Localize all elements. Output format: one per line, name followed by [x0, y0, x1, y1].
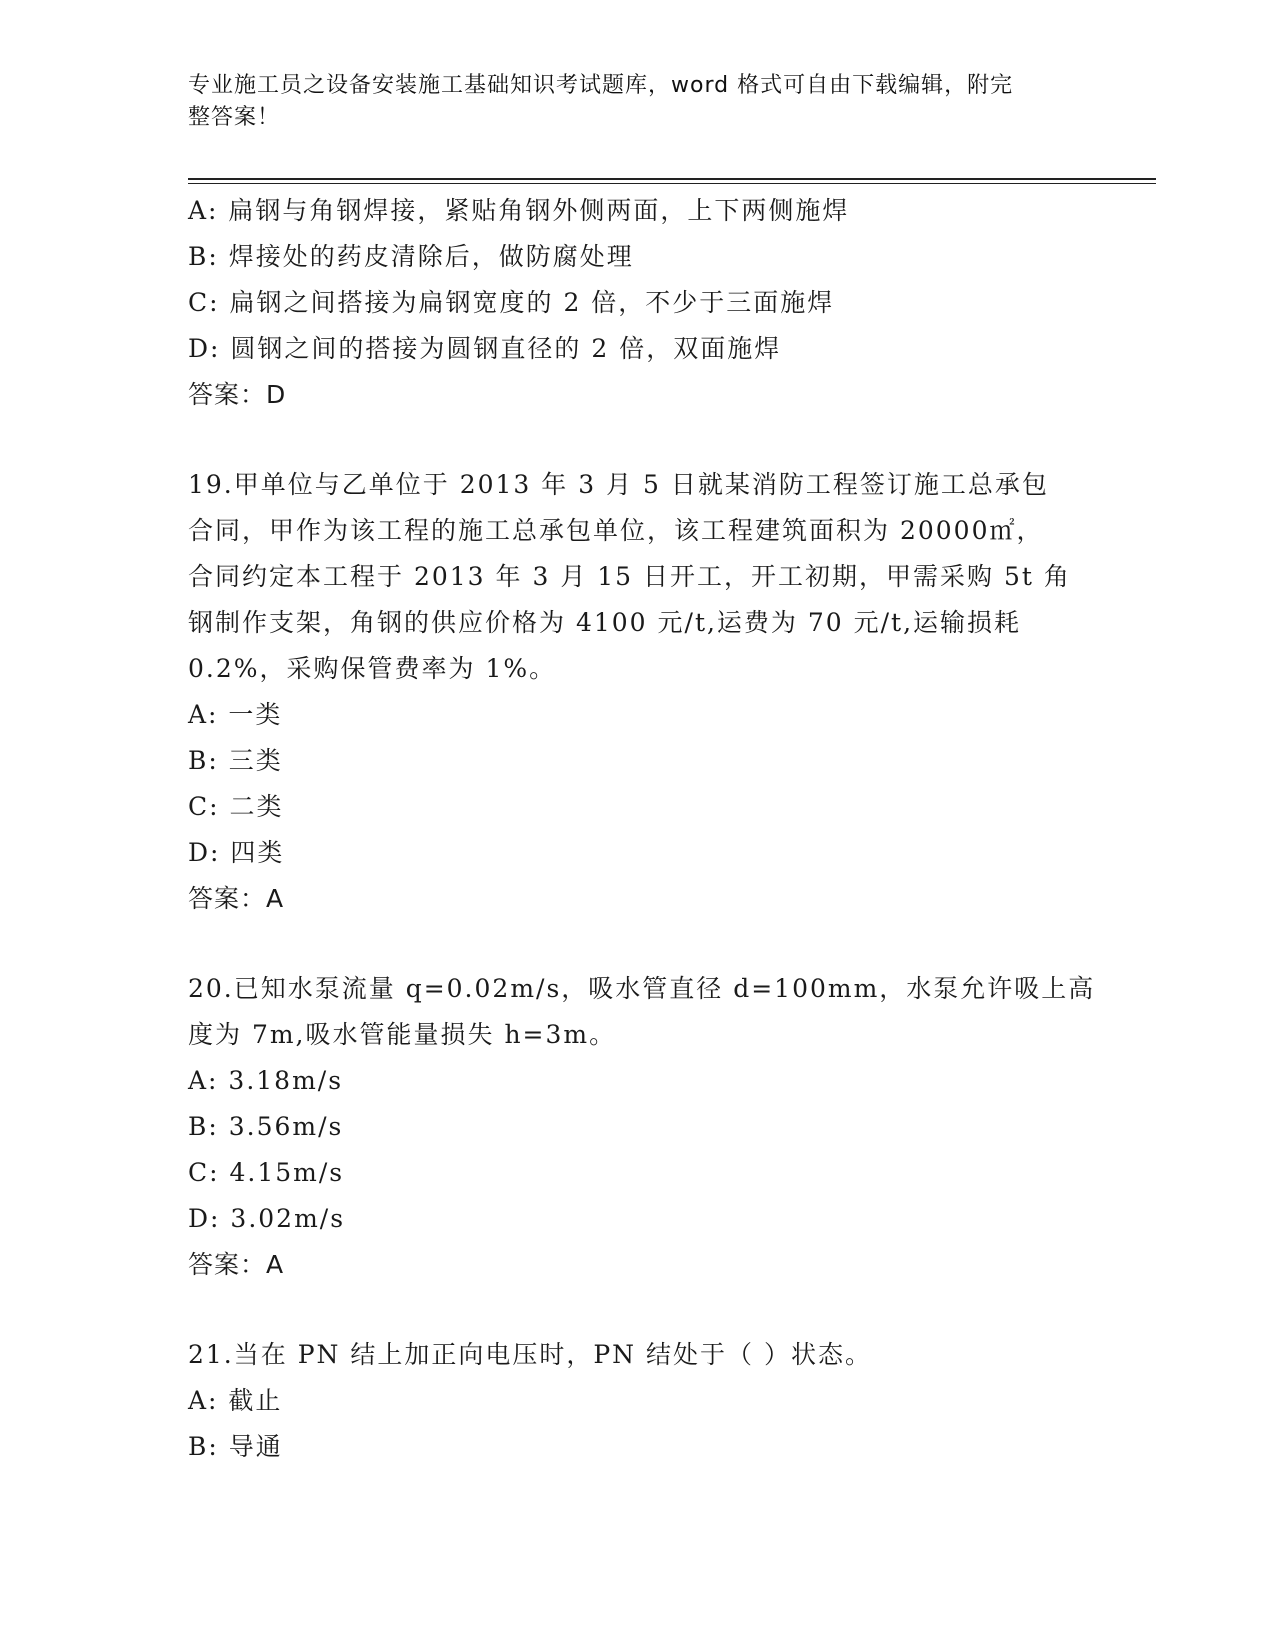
option-b: B: 三类	[188, 746, 283, 775]
question-19	[188, 462, 1088, 922]
header-line-1: 专业施工员之设备安装施工基础知识考试题库，word 格式可自由下载编辑，附完	[188, 73, 1014, 98]
question-21	[188, 1332, 1088, 1470]
question-text-line: 21.当在 PN 结上加正向电压时，PN 结处于（ ）状态。	[188, 1340, 872, 1369]
option-d: D: 圆钢之间的搭接为圆钢直径的 2 倍，双面施焊	[188, 334, 782, 363]
option-b: B: 3.56m/s	[188, 1112, 344, 1141]
header-divider-thick	[188, 178, 1156, 180]
question-20	[188, 966, 1096, 1288]
option-c: C: 4.15m/s	[188, 1158, 345, 1187]
option-a: A: 扁钢与角钢焊接，紧贴角钢外侧两面，上下两侧施焊	[188, 196, 850, 225]
option-c: C: 扁钢之间搭接为扁钢宽度的 2 倍，不少于三面施焊	[188, 288, 835, 317]
question-text-line: 度为 7m,吸水管能量损失 h=3m。	[188, 1020, 617, 1049]
document-header	[188, 70, 1088, 134]
question-text-line: 19.甲单位与乙单位于 2013 年 3 月 5 日就某消防工程签订施工总承包	[188, 470, 1049, 499]
document-body	[188, 188, 1096, 1470]
question-18	[188, 188, 1088, 418]
question-text-line: 合同，甲作为该工程的施工总承包单位，该工程建筑面积为 20000㎡，	[188, 516, 1044, 545]
question-text-line: 钢制作支架，角钢的供应价格为 4100 元/t,运费为 70 元/t,运输损耗	[188, 608, 1022, 637]
option-b: B: 焊接处的药皮清除后，做防腐处理	[188, 242, 634, 271]
option-a: A: 3.18m/s	[188, 1066, 344, 1095]
option-d: D: 3.02m/s	[188, 1204, 346, 1233]
option-d: D: 四类	[188, 838, 285, 867]
question-text-line: 合同约定本工程于 2013 年 3 月 15 日开工，开工初期，甲需采购 5t 角	[188, 562, 1071, 591]
answer: 答案：D	[188, 380, 287, 409]
option-b: B: 导通	[188, 1432, 283, 1461]
answer: 答案：A	[188, 884, 285, 913]
question-text-line: 0.2%，采购保管费率为 1%。	[188, 654, 557, 683]
header-divider-thin	[188, 183, 1156, 184]
option-a: A: 一类	[188, 700, 283, 729]
header-line-2: 整答案！	[188, 105, 281, 130]
option-a: A: 截止	[188, 1386, 283, 1415]
question-text-line: 20.已知水泵流量 q=0.02m/s，吸水管直径 d=100mm，水泵允许吸上高	[188, 974, 1096, 1003]
answer: 答案：A	[188, 1250, 285, 1279]
option-c: C: 二类	[188, 792, 284, 821]
